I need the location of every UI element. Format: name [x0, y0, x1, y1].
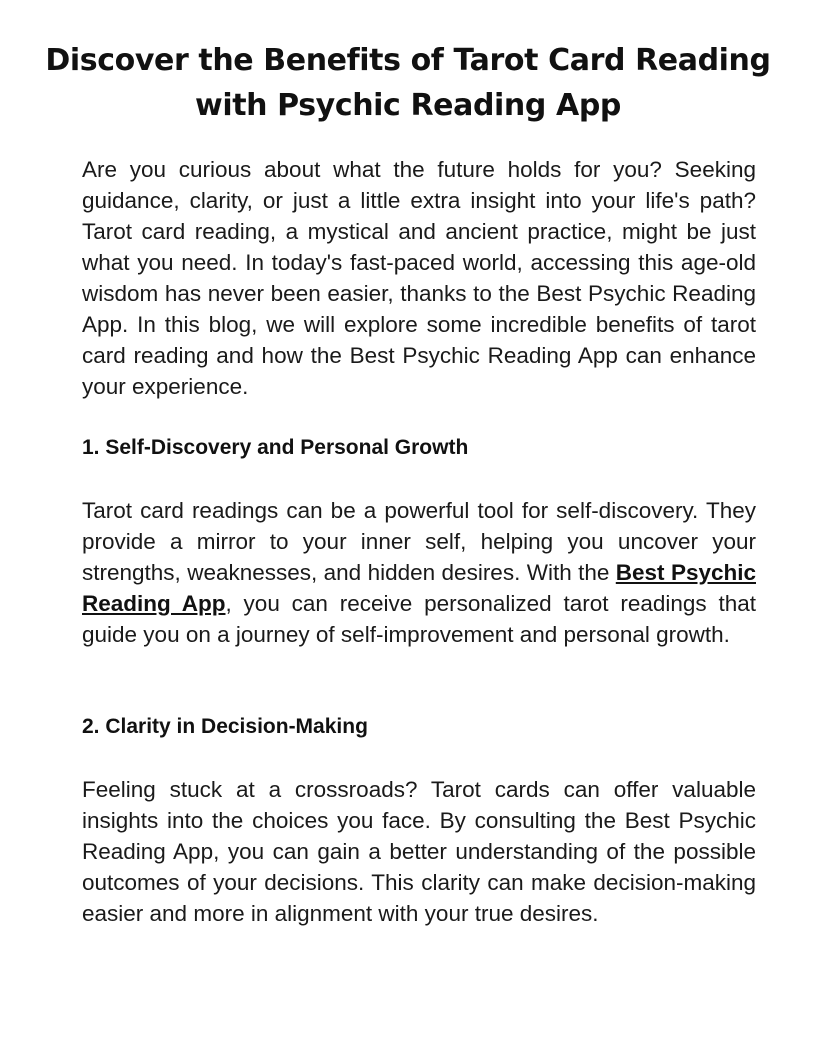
page-title: Discover the Benefits of Tarot Card Reading with Psychic Reading App: [45, 43, 771, 123]
section-heading-self-discovery: 1. Self-Discovery and Personal Growth: [82, 436, 469, 459]
paragraph-text-after-link: , you can receive personalized tarot readings that guide you on a journey of self-improvement and personal growth.: [82, 591, 756, 647]
paragraph-text-before-link: Tarot card readings can be a powerful tool for self-discovery. They provide a mirror to your inner self, helping you uncover your strengths, weaknesses, and hidden desires. With the: [82, 498, 756, 585]
section-heading-decision-making: 2. Clarity in Decision-Making: [82, 715, 368, 738]
intro-paragraph: Are you curious about what the future holds for you? Seeking guidance, clarity, or just a little extra insight into your life's path? Tarot card reading, a mystical and ancient practice, might be just what you need. In today's fast-paced world, accessing this age-old wisdom has never been easier, thanks to the Best Psychic Reading App. In this blog, we will explore some incredible benefits of tarot card reading and how the Best Psychic Reading App can enhance your experience.: [82, 157, 756, 399]
section-paragraph-decision-making: Feeling stuck at a crossroads? Tarot cards can offer valuable insights into the choices you face. By consulting the Best Psychic Reading App, you can gain a better understanding of the possible outcomes of your decisions. This clarity can make decision-making easier and more in alignment with your true desires.: [82, 777, 756, 926]
best-psychic-reading-app-link[interactable]: Best Psychic Reading App: [82, 560, 756, 616]
section-paragraph-self-discovery: [82, 495, 756, 650]
